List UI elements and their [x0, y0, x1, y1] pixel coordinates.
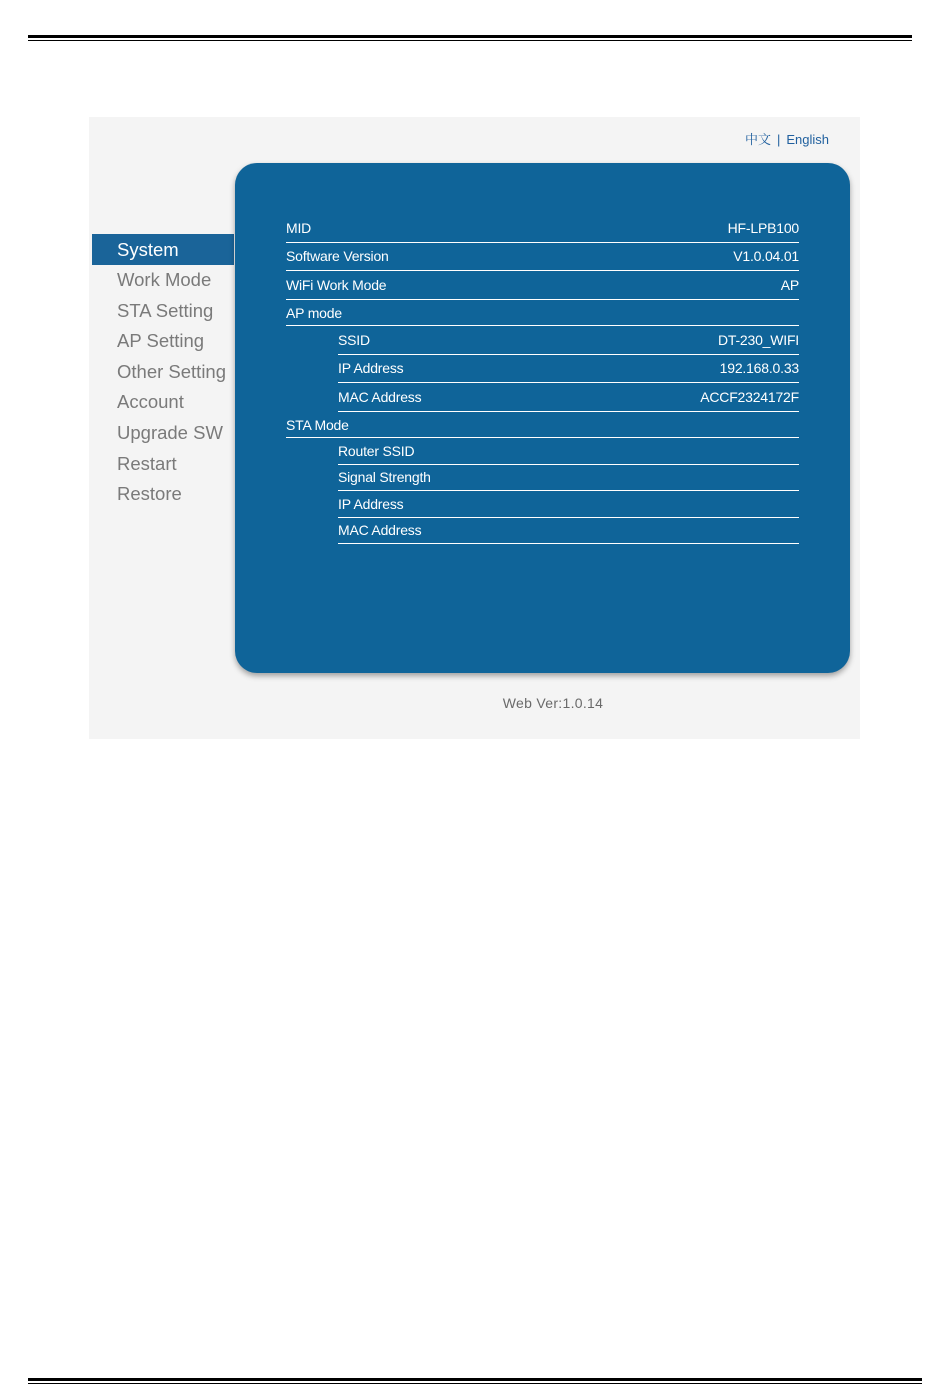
ap-ssid-label: SSID	[338, 331, 370, 348]
ap-ssid-row	[338, 327, 799, 355]
sta-router-ssid-row	[338, 439, 799, 465]
wifi-work-mode-row	[286, 272, 799, 300]
ap-mac-address-value: ACCF2324172F	[700, 388, 799, 405]
language-english-link[interactable]: English	[786, 132, 829, 147]
language-chinese-link[interactable]: 中文	[744, 132, 771, 147]
page-bottom-rule	[28, 1378, 922, 1384]
sta-router-ssid-label: Router SSID	[338, 442, 415, 459]
sta-ip-address-row	[338, 492, 799, 518]
sta-signal-strength-row	[338, 466, 799, 492]
language-separator: |	[776, 132, 781, 147]
software-version-row	[286, 244, 799, 272]
ap-ssid-value: DT-230_WIFI	[717, 331, 799, 348]
sta-mode-heading	[286, 413, 799, 439]
menu-item-restart[interactable]: Restart	[117, 452, 177, 474]
mid-label: MID	[286, 219, 312, 236]
menu-item-restore[interactable]: Restore	[117, 483, 182, 505]
menu-item-sta-setting[interactable]: STA Setting	[117, 299, 214, 321]
menu-item-ap-setting[interactable]: AP Setting	[117, 330, 205, 352]
page-top-rule	[28, 35, 912, 41]
menu-item-upgrade-sw[interactable]: Upgrade SW	[117, 421, 223, 443]
sta-mode-label: STA Mode	[286, 416, 349, 433]
language-switcher	[745, 129, 829, 148]
ap-ip-address-row	[338, 356, 799, 384]
menu-item-account[interactable]: Account	[117, 391, 184, 413]
system-info-panel	[235, 163, 850, 673]
menu-item-system[interactable]: System	[92, 234, 234, 265]
sta-signal-strength-label: Signal Strength	[338, 469, 431, 486]
ap-mode-heading	[286, 301, 799, 327]
ap-mac-address-label: MAC Address	[338, 388, 422, 405]
menu-item-work-mode[interactable]: Work Mode	[117, 269, 212, 290]
menu-item-other-setting[interactable]: Other Setting	[117, 360, 227, 382]
ap-ip-address-label: IP Address	[338, 360, 404, 377]
wifi-work-mode-label: WiFi Work Mode	[286, 276, 387, 293]
software-version-value: V1.0.04.01	[733, 248, 799, 265]
mid-value: HF-LPB100	[727, 219, 799, 236]
wifi-work-mode-value: AP	[780, 276, 799, 293]
software-version-label: Software Version	[286, 248, 389, 265]
ap-ip-address-value: 192.168.0.33	[719, 360, 799, 377]
sta-mac-address-label: MAC Address	[338, 522, 422, 539]
mid-row	[286, 215, 799, 243]
sta-mac-address-row	[338, 519, 799, 545]
sidebar-menu	[92, 234, 234, 510]
sta-ip-address-label: IP Address	[338, 495, 404, 512]
web-version-label: Web Ver:1.0.14	[502, 695, 604, 711]
ap-mode-label: AP mode	[286, 304, 342, 321]
system-info-list	[286, 215, 799, 545]
ap-mac-address-row	[338, 384, 799, 412]
web-config-screenshot	[89, 117, 860, 739]
